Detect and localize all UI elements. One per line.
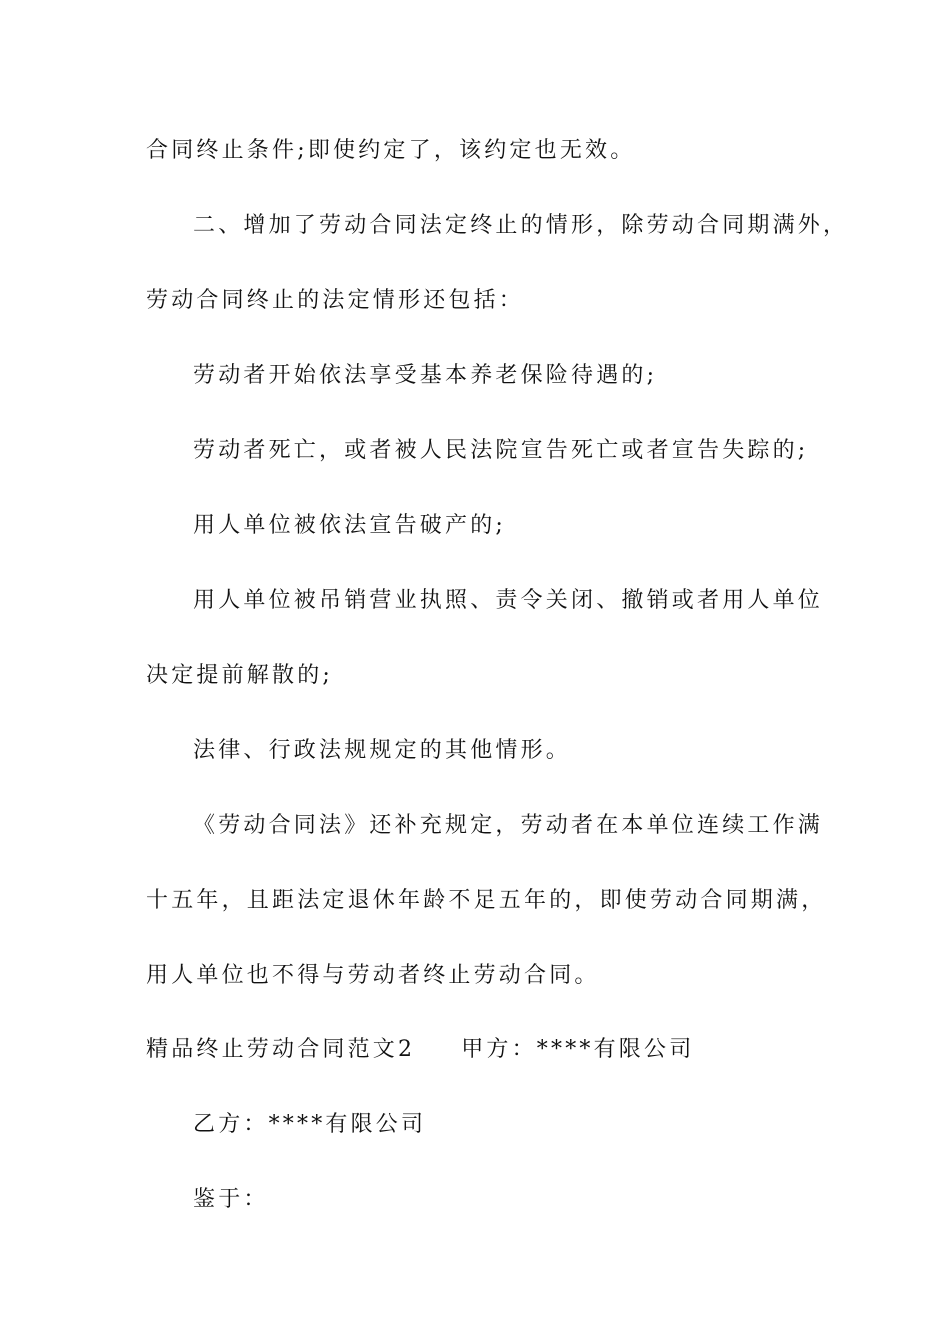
text-line-11: 十五年，且距法定退休年龄不足五年的，即使劳动合同期满， bbox=[146, 888, 827, 913]
text-line-7: 用人单位被吊销营业执照、责令关闭、撤销或者用人单位 bbox=[193, 588, 824, 613]
text-line-8: 决定提前解散的; bbox=[146, 663, 334, 688]
text-line-6: 用人单位被依法宣告破产的; bbox=[193, 513, 507, 538]
party-a: 甲方：****有限公司 bbox=[461, 1037, 695, 1062]
text-line-10: 《劳动合同法》还补充规定，劳动者在本单位连续工作满 bbox=[193, 813, 824, 838]
text-line-1: 合同终止条件;即使约定了，该约定也无效。 bbox=[146, 138, 636, 163]
text-line-2: 二、增加了劳动合同法定终止的情形，除劳动合同期满外， bbox=[193, 213, 849, 238]
text-line-3: 劳动合同终止的法定情形还包括： bbox=[146, 288, 525, 313]
party-b: 乙方：****有限公司 bbox=[193, 1112, 427, 1137]
text-line-9: 法律、行政法规规定的其他情形。 bbox=[193, 738, 572, 763]
text-line-12: 用人单位也不得与劳动者终止劳动合同。 bbox=[146, 963, 600, 988]
text-line-5: 劳动者死亡，或者被人民法院宣告死亡或者宣告失踪的; bbox=[193, 438, 809, 463]
section-heading-line bbox=[146, 1035, 694, 1065]
section-title: 精品终止劳动合同范文2 bbox=[146, 1037, 416, 1062]
text-line-4: 劳动者开始依法享受基本养老保险待遇的; bbox=[193, 363, 658, 388]
whereas-label: 鉴于： bbox=[193, 1187, 269, 1212]
